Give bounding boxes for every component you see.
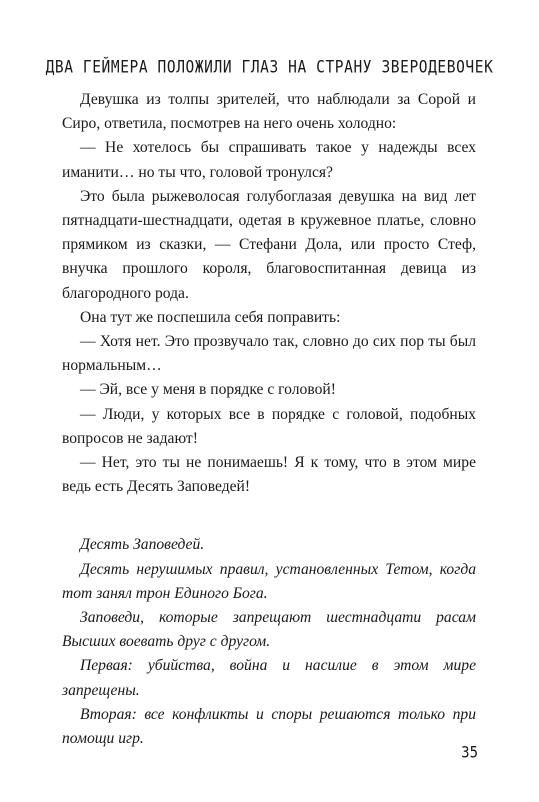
paragraph: Это была рыжеволосая голубоглазая девушка на вид лет пятнадцати-шестнадцати, одетая в кружевное платье, словно прямиком из сказки, — Стефани Дола, или просто Стеф, внучка прошлого короля, благовоспитанная девица из благородного рода. bbox=[62, 187, 476, 302]
paragraph: Она тут же поспешила себя поправить: bbox=[80, 308, 341, 326]
body-text bbox=[62, 88, 476, 751]
running-head: ДВА ГЕЙМЕРА ПОЛОЖИЛИ ГЛАЗ НА СТРАНУ ЗВЕРОДЕВОЧЕК bbox=[45, 58, 494, 78]
dialogue-line: — Эй, все у меня в порядке с головой! bbox=[80, 381, 336, 399]
italic-paragraph: Десять Заповедей. bbox=[80, 536, 205, 554]
page-number: 35 bbox=[461, 743, 478, 763]
italic-paragraph: Первая: убийства, война и насилие в этом мире запрещены. bbox=[62, 657, 476, 699]
paragraph: Девушка из толпы зрителей, что наблюдали за Сорой и Сиро, ответила, посмотрев на него очень холодно: bbox=[62, 91, 476, 133]
section-break bbox=[62, 499, 476, 533]
italic-paragraph: Заповеди, которые запрещают шестнадцати расам Высших воевать друг с другом. bbox=[62, 609, 476, 651]
dialogue-line: — Люди, у которых все в порядке с головой, подобных вопросов не задают! bbox=[62, 405, 476, 447]
dialogue-line: — Нет, это ты не понимаешь! Я к тому, что в этом мире ведь есть Десять Заповедей! bbox=[62, 454, 476, 496]
dialogue-line: — Хотя нет. Это прозвучало так, словно до сих пор ты был нормальным… bbox=[62, 333, 476, 375]
italic-paragraph: Вторая: все конфликты и споры решаются только при помощи игр. bbox=[62, 705, 476, 748]
italic-paragraph: Десять нерушимых правил, установленных Тетом, когда тот занял трон Единого Бога. bbox=[62, 560, 476, 602]
dialogue-line: — Не хотелось бы спрашивать такое у надежды всех иманити… но ты что, головой тронулся? bbox=[62, 139, 476, 181]
